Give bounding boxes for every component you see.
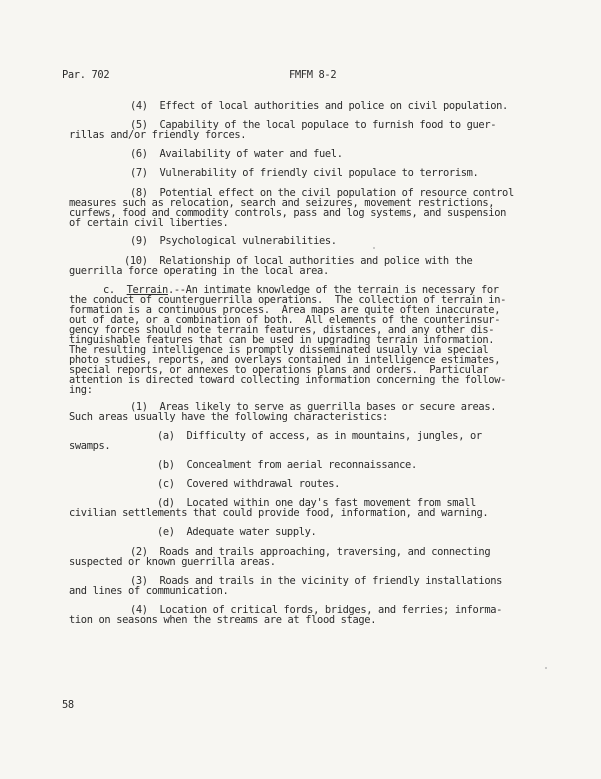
manual-identifier: FMFM 8-2 (289, 69, 337, 81)
item-10-line-2: guerrilla force operating in the local area. (69, 265, 329, 277)
subitem-e-text: (e) Adequate water supply. (157, 526, 317, 538)
item-6-text: (6) Availability of water and fuel. (130, 148, 343, 160)
terrain-lead-text: .--An intimate knowledge of the terrain is necessary for (167, 284, 499, 296)
scan-speck (373, 247, 375, 249)
subitem-a-line-2: swamps. (69, 440, 111, 452)
terrain-line: the conduct of counterguerrilla operations. The collection of terrain in- (69, 294, 507, 306)
item-8-line-2: measures such as relocation, search and seizures, movement restrictions, (69, 197, 495, 209)
section-letter: c. (103, 284, 115, 296)
terrain-item-2-line-1: (2) Roads and trails approaching, traversing, and connecting (130, 546, 491, 558)
item-10-line-1: (10) Relationship of local authorities and police with the (124, 255, 473, 267)
subitem-d-line-2: civilian settlements that could provide food, information, and warning. (69, 507, 489, 519)
terrain-line: ing: (69, 384, 93, 396)
item-7-text: (7) Vulnerability of friendly civil populace to terrorism. (130, 167, 479, 179)
terrain-line: out of date, or a combination of both. All elements of the counterinsur- (69, 314, 501, 326)
item-9-text: (9) Psychological vulnerabilities. (130, 235, 337, 247)
terrain-item-2-line-2: suspected or known guerrilla areas. (69, 556, 276, 568)
item-8-line-3: curfews, food and commodity controls, pass and log systems, and suspension (69, 207, 507, 219)
subitem-a-line-1: (a) Difficulty of access, as in mountains, jungles, or (157, 430, 482, 442)
terrain-item-1-line-1: (1) Areas likely to serve as guerrilla bases or secure areas. (130, 401, 497, 413)
terrain-line: formation is a continuous process. Area maps are quite often inaccurate, (69, 304, 501, 316)
item-5-line-1: (5) Capability of the local populace to furnish food to guer- (130, 119, 497, 131)
terrain-item-4-line-1: (4) Location of critical fords, bridges, and ferries; informa- (130, 604, 503, 616)
terrain-line: photo studies, reports, and overlays contained in intelligence estimates, (69, 354, 501, 366)
item-8-line-1: (8) Potential effect on the civil population of resource control (130, 187, 514, 199)
page-number: 58 (62, 699, 74, 711)
subitem-c-text: (c) Covered withdrawal routes. (157, 478, 341, 490)
terrain-item-1-line-2: Such areas usually have the following characteristics: (69, 411, 388, 423)
paragraph-reference: Par. 702 (62, 69, 110, 81)
terrain-line: gency forces should note terrain features, distances, and any other dis- (69, 324, 495, 336)
terrain-line: The resulting intelligence is promptly disseminated usually via special (69, 344, 489, 356)
item-8-line-4: of certain civil liberties. (69, 217, 229, 229)
item-5-line-2: rillas and/or friendly forces. (69, 129, 247, 141)
terrain-item-4-line-2: tion on seasons when the streams are at flood stage. (69, 614, 377, 626)
scan-speck (545, 667, 547, 669)
terrain-line: special reports, or annexes to operations plans and orders. Particular (69, 364, 489, 376)
subitem-d-line-1: (d) Located within one day's fast movement from small (157, 497, 476, 509)
item-4-text: (4) Effect of local authorities and police on civil population. (130, 100, 508, 112)
terrain-line: tinguishable features that can be used in upgrading terrain information. (69, 334, 495, 346)
terrain-item-3-line-2: and lines of communication. (69, 585, 229, 597)
subitem-b-text: (b) Concealment from aerial reconnaissance. (157, 459, 417, 471)
terrain-item-3-line-1: (3) Roads and trails in the vicinity of friendly installations (130, 575, 503, 587)
terrain-line: attention is directed toward collecting information concerning the follow- (69, 374, 507, 386)
terrain-heading: Terrain (126, 284, 168, 296)
